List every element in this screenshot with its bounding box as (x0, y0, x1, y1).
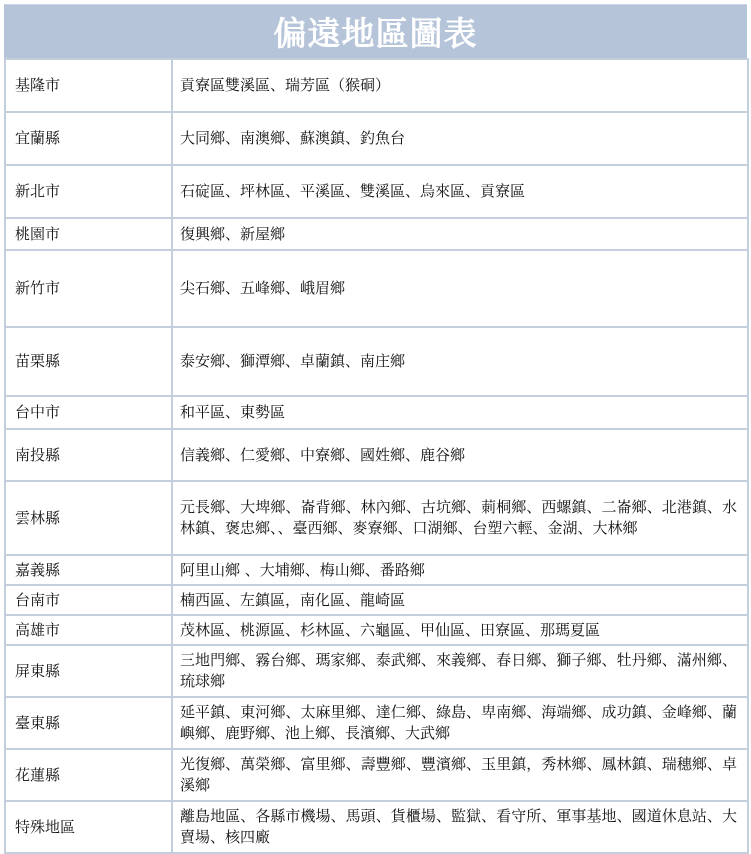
region-areas: 和平區、東勢區 (172, 396, 748, 429)
table-row (5, 396, 748, 429)
table-row (5, 112, 748, 165)
region-name: 宜蘭縣 (5, 112, 172, 165)
table-row (5, 429, 748, 481)
region-areas: 復興鄉、新屋鄉 (172, 218, 748, 250)
region-name: 台南市 (5, 585, 172, 615)
table-row (5, 645, 748, 697)
table-row (5, 481, 748, 555)
remote-area-table (4, 58, 749, 854)
table-row (5, 749, 748, 801)
table-row (5, 697, 748, 749)
region-areas: 楠西區、左鎮區，南化區、龍崎區 (172, 585, 748, 615)
table-row (5, 555, 748, 585)
region-name: 雲林縣 (5, 481, 172, 555)
table-row (5, 327, 748, 396)
region-areas: 信義鄉、仁愛鄉、中寮鄉、國姓鄉、鹿谷鄉 (172, 429, 748, 481)
region-name: 基隆市 (5, 59, 172, 112)
table-row (5, 165, 748, 218)
title-bar (4, 4, 747, 58)
region-name: 桃園市 (5, 218, 172, 250)
region-areas: 泰安鄉、獅潭鄉、卓蘭鎮、南庄鄉 (172, 327, 748, 396)
region-name: 嘉義縣 (5, 555, 172, 585)
region-name: 南投縣 (5, 429, 172, 481)
table-title: 偏遠地區圖表 (273, 14, 478, 53)
region-areas: 貢寮區雙溪區、瑞芳區（猴硐） (172, 59, 748, 112)
region-areas: 離島地區、各縣市機場、馬頭、貨櫃場、監獄、看守所、軍事基地、國道休息站、大賣場、核四廠 (172, 801, 748, 853)
region-name: 新竹市 (5, 250, 172, 327)
region-areas: 三地門鄉、霧台鄉、瑪家鄉、泰武鄉、來義鄉、春日鄉、獅子鄉、牡丹鄉、滿州鄉、琉球鄉 (172, 645, 748, 697)
region-name: 花蓮縣 (5, 749, 172, 801)
region-name: 屏東縣 (5, 645, 172, 697)
region-name: 台中市 (5, 396, 172, 429)
region-name: 高雄市 (5, 615, 172, 645)
region-areas: 石碇區、坪林區、平溪區、雙溪區、烏來區、貢寮區 (172, 165, 748, 218)
region-areas: 大同鄉、南澳鄉、蘇澳鎮、釣魚台 (172, 112, 748, 165)
region-areas: 茂林區、桃源區、杉林區、六龜區、甲仙區、田寮區、那瑪夏區 (172, 615, 748, 645)
region-areas: 尖石鄉、五峰鄉、峨眉鄉 (172, 250, 748, 327)
region-areas: 延平鎮、東河鄉、太麻里鄉、達仁鄉、綠島、卑南鄉、海端鄉、成功鎮、金峰鄉、蘭嶼鄉、鹿野鄉、池上鄉、長濱鄉、大武鄉 (172, 697, 748, 749)
region-name: 臺東縣 (5, 697, 172, 749)
region-areas: 元長鄉、大埤鄉、崙背鄉、林內鄉、古坑鄉、莿桐鄉、西螺鎮、二崙鄉、北港鎮、水林鎮、褒忠鄉、、臺西鄉、麥寮鄉、口湖鄉、台塑六輕、金湖、大林鄉 (172, 481, 748, 555)
table-row (5, 218, 748, 250)
table-row (5, 250, 748, 327)
region-name: 苗栗縣 (5, 327, 172, 396)
table-row (5, 59, 748, 112)
region-name: 新北市 (5, 165, 172, 218)
region-areas: 阿里山鄉 、大埔鄉、梅山鄉、番路鄉 (172, 555, 748, 585)
table-row (5, 615, 748, 645)
table-row (5, 801, 748, 853)
table-row (5, 585, 748, 615)
region-areas: 光復鄉、萬榮鄉、富里鄉、壽豐鄉、豐濱鄉、玉里鎮，秀林鄉、鳳林鎮、瑞穗鄉、卓溪鄉 (172, 749, 748, 801)
region-name: 特殊地區 (5, 801, 172, 853)
